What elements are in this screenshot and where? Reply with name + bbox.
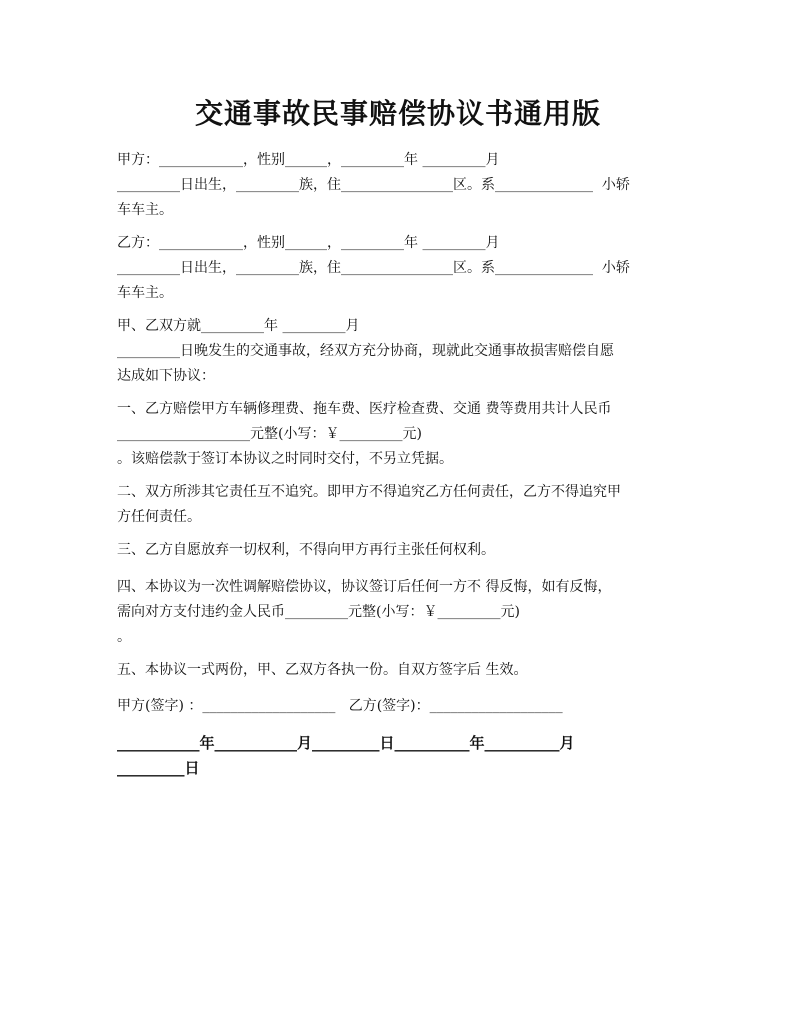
- signature-line: 甲方(签字) ：___________________ 乙方(签字)：___________________: [117, 698, 563, 714]
- party-b-paragraph: 乙方：____________，性别______，_________年 _________月 _________日出生，_________族，住________________区。系______________ 小轿 车车主。: [117, 235, 630, 301]
- date-line: ___________年___________月_________日__________年__________月 _________日: [117, 734, 575, 777]
- clause-3-paragraph: 三、乙方自愿放弃一切权利，不得向甲方再行主张任何权利。: [117, 542, 495, 558]
- intro-paragraph: 甲、乙双方就_________年 _________月 _________日晚发生的交通事故，经双方充分协商，现就此交通事故损害赔偿自愿 达成如下协议：: [117, 318, 614, 384]
- clause-4-paragraph: 四、本协议为一次性调解赔偿协议，协议签订后任何一方不 得反悔，如有反悔， 需向对方支付违约金人民币_________元整(小写：￥_________元) 。: [117, 579, 612, 645]
- clause-2-paragraph: 二、双方所涉其它责任互不追究。即甲方不得追究乙方任何责任，乙方不得追究甲 方任何责任。: [117, 484, 621, 525]
- clause-5-paragraph: 五、本协议一式两份，甲、乙双方各执一份。自双方签字后 生效。: [117, 662, 528, 678]
- party-a-paragraph: 甲方：____________，性别______，_________年 _________月 _________日出生，_________族，住________________区。系______________ 小轿 车车主。: [117, 152, 630, 218]
- clause-1-paragraph: 一、乙方赔偿甲方车辆修理费、拖车费、医疗检查费、交通 费等费用共计人民币 ___________________元整(小写：￥_________元) 。该赔偿款于签订本协议之时同时交付，不另立凭据。: [117, 401, 612, 467]
- document-title: 交通事故民事赔偿协议书通用版: [194, 97, 601, 130]
